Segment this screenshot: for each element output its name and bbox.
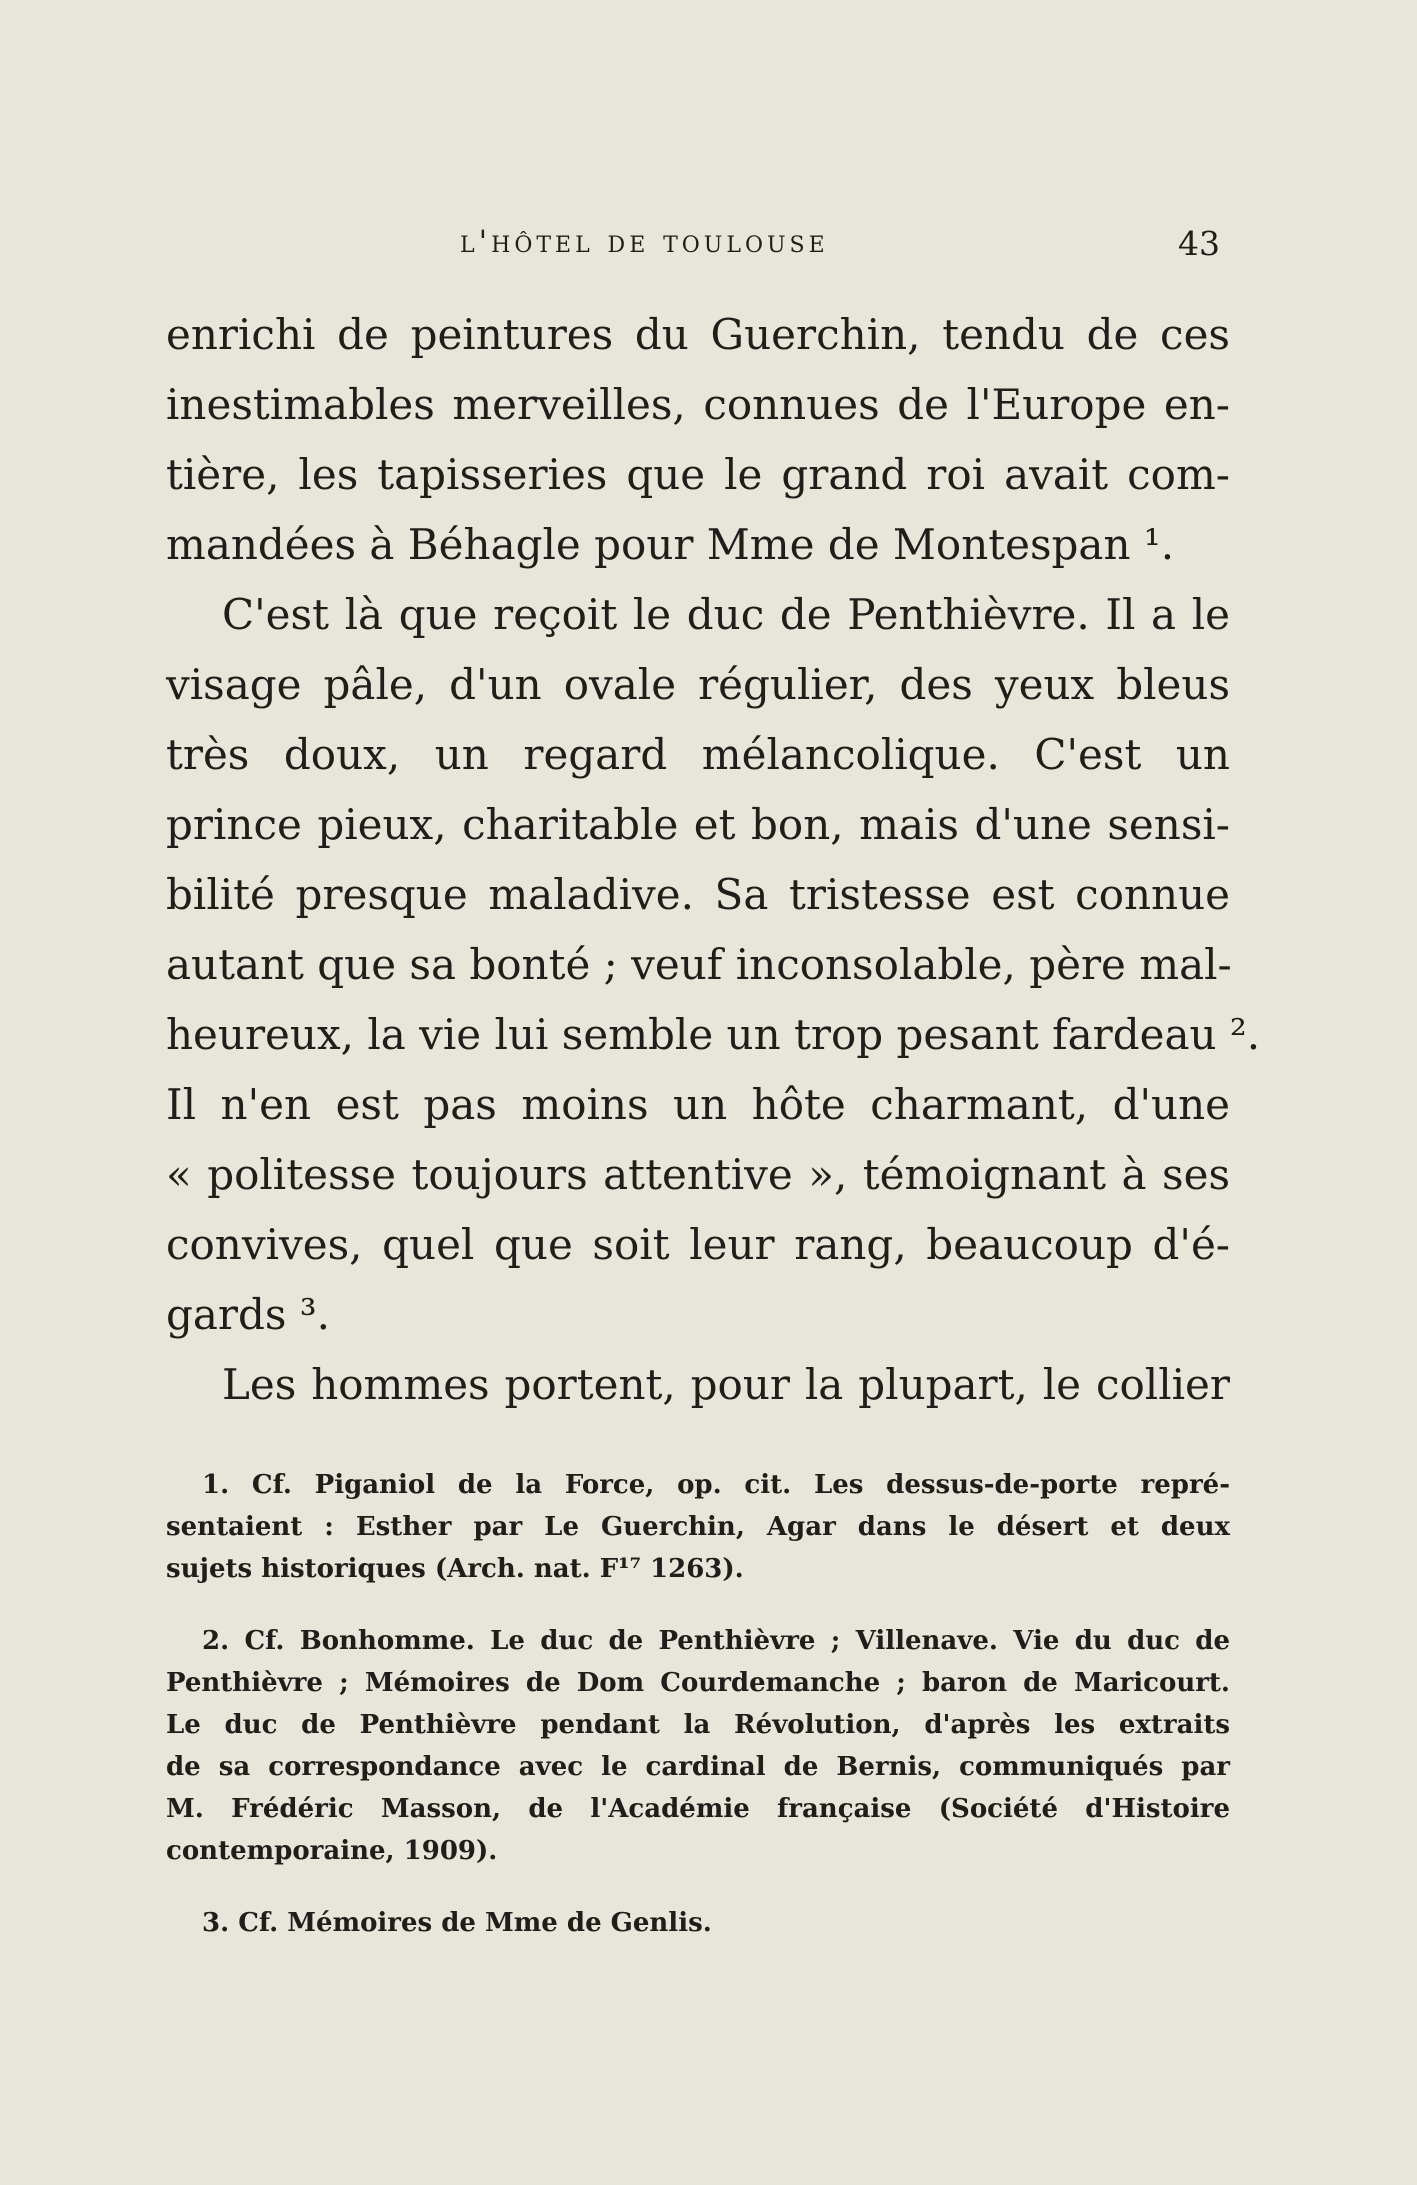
footnote-line: 2. Cf. Bonhomme. Le duc de Penthièvre ; Villenave. Vie du duc de <box>202 1626 1230 1656</box>
footnote-line: Le duc de Penthièvre pendant la Révolution, d'après les extraits <box>166 1710 1230 1740</box>
footnote-line: sentaient : Esther par Le Guerchin, Agar dans le désert et deux <box>166 1512 1230 1542</box>
text-line: bilité presque maladive. Sa tristesse est connue <box>166 870 1230 919</box>
footnote-2 <box>166 1620 1230 1872</box>
footnote-line: 1. Cf. Piganiol de la Force, op. cit. Les dessus-de-porte repré- <box>202 1470 1230 1500</box>
text-line: tière, les tapisseries que le grand roi avait com- <box>166 450 1230 499</box>
text-line: visage pâle, d'un ovale régulier, des yeux bleus <box>166 660 1230 709</box>
text-line: inestimables merveilles, connues de l'Europe en- <box>166 380 1230 429</box>
text-line: prince pieux, charitable et bon, mais d'une sensi- <box>166 800 1230 849</box>
text-line: autant que sa bonté ; veuf inconsolable, père mal- <box>166 940 1232 989</box>
footnote-3 <box>166 1902 1230 1944</box>
text-line: Il n'en est pas moins un hôte charmant, d'une <box>166 1080 1230 1129</box>
text-line: convives, quel que soit leur rang, beaucoup d'é- <box>166 1220 1230 1269</box>
footnote-line: 3. Cf. Mémoires de Mme de Genlis. <box>202 1908 712 1938</box>
body-text <box>166 300 1261 1420</box>
text-line: Les hommes portent, pour la plupart, le collier <box>222 1360 1230 1409</box>
text-line: heureux, la vie lui semble un trop pesant fardeau ². <box>166 1010 1261 1059</box>
footnotes <box>166 1464 1230 1974</box>
footnote-line: Penthièvre ; Mémoires de Dom Courdemanche ; baron de Maricourt. <box>166 1668 1230 1698</box>
text-line: très doux, un regard mélancolique. C'est un <box>166 730 1230 779</box>
text-line: « politesse toujours attentive », témoignant à ses <box>166 1150 1230 1199</box>
running-head <box>0 224 1417 274</box>
footnote-1 <box>166 1464 1230 1590</box>
footnote-line: sujets historiques (Arch. nat. F¹⁷ 1263). <box>166 1554 744 1584</box>
footnote-line: de sa correspondance avec le cardinal de Bernis, communiqués par <box>166 1752 1230 1782</box>
text-line: C'est là que reçoit le duc de Penthièvre. Il a le <box>222 590 1230 639</box>
text-line: enrichi de peintures du Guerchin, tendu de ces <box>166 310 1230 359</box>
page-number: 43 <box>1178 224 1220 263</box>
running-title: l'hôtel de toulouse <box>460 224 829 260</box>
text-line: gards ³. <box>166 1290 330 1339</box>
footnote-line: M. Frédéric Masson, de l'Académie française (Société d'Histoire <box>166 1794 1230 1824</box>
footnote-line: contemporaine, 1909). <box>166 1836 498 1866</box>
text-line: mandées à Béhagle pour Mme de Montespan ¹. <box>166 520 1175 569</box>
